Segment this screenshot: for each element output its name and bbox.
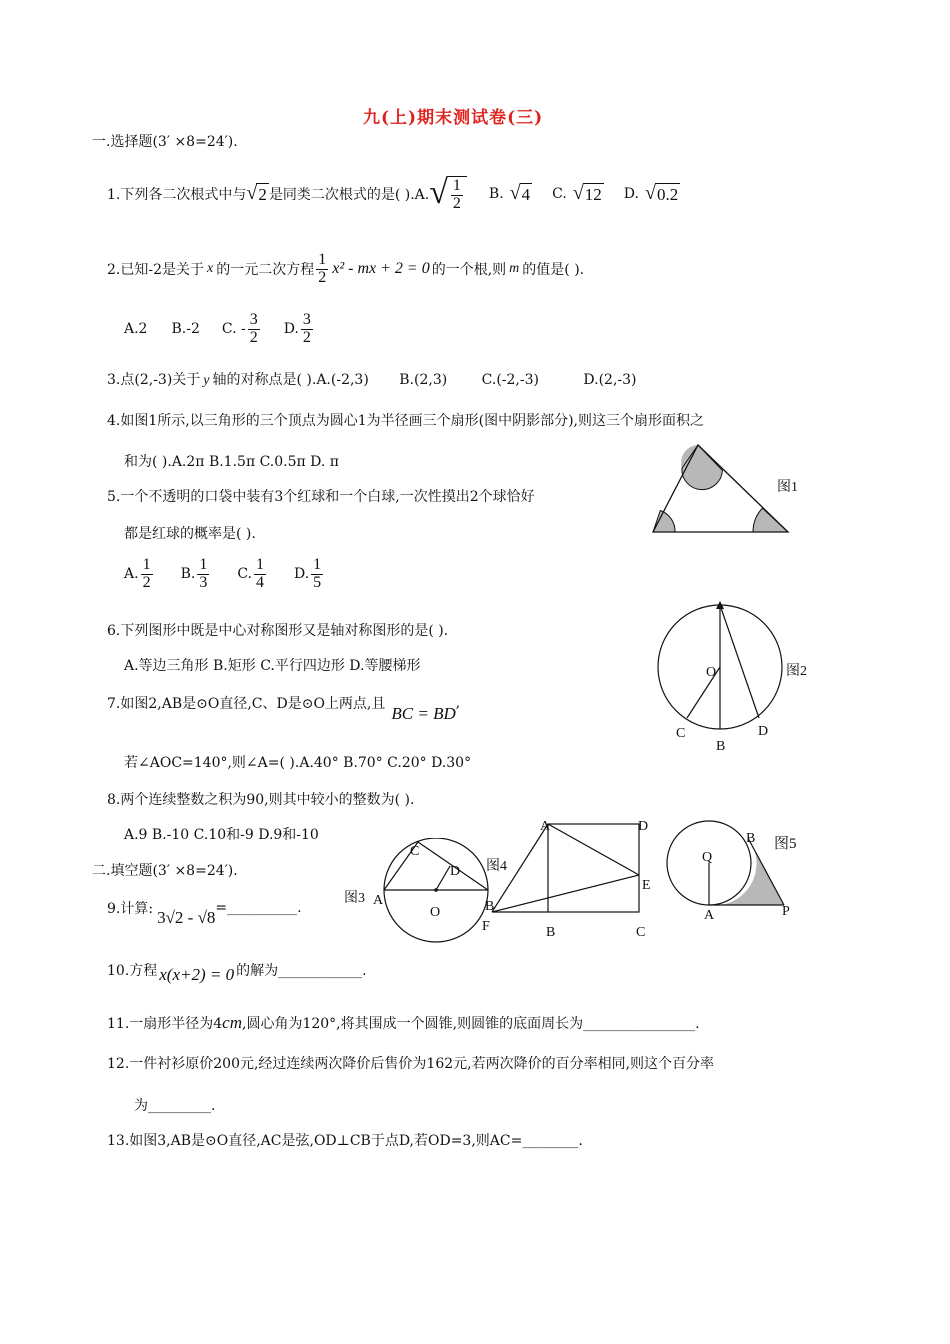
- q2-options: [124, 312, 315, 347]
- q2-option-d-label: D.: [283, 321, 299, 338]
- q3-option-c: C.(-2,-3): [481, 372, 539, 388]
- q5-option-d: $\frac{1}{5}$: [313, 556, 322, 591]
- figure-5-point-q: Q: [702, 850, 713, 865]
- q10-expression: x(x+2) = 0: [159, 965, 235, 984]
- q2-end: 的值是( ).: [522, 262, 585, 279]
- q8-options: A.9 B.-10 C.10和-9 D.9和-10: [124, 827, 319, 843]
- question-2: [107, 252, 584, 287]
- figure-2-point-d: D: [758, 724, 769, 739]
- figure-3: [342, 838, 494, 946]
- q2-var-m: m: [509, 261, 520, 277]
- q5-options: [124, 557, 325, 592]
- q3-tail: 轴的对称点是( ).A.(-2,3): [212, 372, 369, 388]
- q1-option-a: √ $\frac{1}{2}$: [429, 176, 467, 213]
- question-10: [107, 960, 367, 984]
- q3-stem: 3.点(2,-3)关于: [107, 372, 201, 388]
- q12-line2: 为_________.: [134, 1098, 216, 1114]
- q5-option-c: $\frac{1}{4}$: [255, 556, 264, 591]
- q1-option-d: √ 0.2: [644, 182, 679, 205]
- q1-option-c-label: C.: [552, 186, 567, 203]
- q5-option-b: $\frac{1}{3}$: [199, 556, 208, 591]
- figure-5: [660, 818, 810, 922]
- q2-option-a: A.2: [124, 321, 148, 338]
- figure-5-point-b: B: [746, 831, 756, 846]
- q7-comma: ,: [455, 695, 461, 711]
- q1-root: √ 2: [246, 182, 267, 205]
- q2-stem: 2.已知-2是关于: [107, 262, 204, 279]
- figure-3-point-o: O: [430, 905, 441, 920]
- figure-1: [645, 438, 845, 538]
- figure-4-point-a: A: [540, 819, 551, 834]
- figure-4-point-f: F: [482, 919, 490, 934]
- q5-line2: 都是红球的概率是( ).: [124, 526, 256, 542]
- q6-line1: 6.下列图形中既是中心对称图形又是轴对称图形的是( ).: [107, 623, 449, 639]
- q1-option-c: √ 12: [572, 182, 602, 205]
- question-7: [107, 693, 461, 723]
- q4-line2: 和为( ).A.2π B.1.5π C.0.5π D. π: [124, 454, 340, 470]
- figure-4-label: 图4: [486, 859, 507, 874]
- q7-arc-equality: BC = BD: [391, 704, 456, 723]
- q5-option-d-label: D.: [293, 566, 310, 583]
- section-heading-choice: 一.选择题(3′ ×8=24′).: [92, 134, 238, 150]
- figure-3-point-c: C: [410, 844, 420, 859]
- figure-5-point-p: P: [782, 904, 790, 919]
- figure-2-label: 图2: [786, 664, 807, 679]
- q7-line2: 若∠AOC=140°,则∠A=( ).A.40° B.70° C.20° D.30°: [124, 755, 472, 771]
- q1-option-d-label: D.: [623, 186, 639, 203]
- q4-line1: 4.如图1所示,以三角形的三个顶点为圆心1为半径画三个扇形(图中阴影部分),则这三个扇形面积之: [107, 413, 704, 429]
- q2-fraction-half: $\frac{1}{2}$: [318, 251, 327, 286]
- figure-1-label: 图1: [777, 480, 798, 495]
- q10-stem: 10.方程: [107, 963, 158, 979]
- figure-2-point-c: C: [676, 726, 686, 741]
- q2-option-b: B.-2: [171, 321, 200, 338]
- question-11: [107, 1013, 700, 1033]
- q2-option-c: $\frac{3}{2}$: [249, 311, 258, 346]
- figure-5-label: 图5: [774, 836, 797, 852]
- figure-5-point-a: A: [704, 908, 715, 922]
- question-1: [107, 176, 680, 213]
- q2-option-d: $\frac{3}{2}$: [302, 311, 311, 346]
- q11-tail: ,圆心角为120°,将其围成一个圆锥,则圆锥的底面周长为________________.: [242, 1016, 700, 1032]
- q3-option-b: B.(2,3): [399, 372, 448, 388]
- figure-3-point-b: B: [485, 899, 494, 914]
- q2-option-c-label: C. -: [221, 321, 246, 338]
- figure-4-point-b: B: [546, 925, 556, 940]
- q5-option-a-label: A.: [124, 566, 139, 583]
- q2-equation: x² - mx + 2 = 0: [332, 260, 430, 278]
- q1-option-b: √ 4: [509, 182, 531, 205]
- q11-stem: 11.一扇形半径为4: [107, 1016, 223, 1032]
- figure-3-label: 图3: [344, 891, 365, 906]
- q12-line1: 12.一件衬衫原价200元,经过连续两次降价后售价为162元,若两次降价的百分率相同,则这个百分率: [107, 1056, 715, 1072]
- q5-option-a: $\frac{1}{2}$: [142, 556, 151, 591]
- q13-line1: 13.如图3,AB是⊙O直径,AC是弦,OD⊥CB于点D,若OD=3,则AC=________.: [107, 1133, 583, 1149]
- q9-blank: =__________.: [215, 900, 302, 916]
- section-heading-fill: 二.填空题(3′ ×8=24′).: [92, 863, 238, 879]
- figure-2-point-b: B: [716, 739, 726, 754]
- q2-var-x: x: [207, 261, 214, 277]
- figure-4-point-d: D: [638, 819, 649, 834]
- q5-option-b-label: B.: [180, 566, 196, 583]
- q1-stem: 1.下列各二次根式中与: [107, 187, 247, 204]
- q7-line1: 7.如图2,AB是⊙O直径,C、D是⊙O上两点,且: [107, 696, 386, 712]
- figure-3-point-a: A: [373, 893, 384, 908]
- q11-unit: cm: [222, 1013, 242, 1032]
- q2-mid: 的一元二次方程: [216, 262, 315, 279]
- q5-line1: 5.一个不透明的口袋中装有3个红球和一个白球,一次性摸出2个球恰好: [107, 489, 535, 505]
- q2-tail: 的一个根,则: [431, 262, 507, 279]
- figure-4-point-c: C: [636, 925, 646, 940]
- q1-tail: 是同类二次根式的是( ).A.: [268, 187, 430, 204]
- figure-4-point-e: E: [642, 878, 651, 893]
- q9-stem: 9.计算:: [107, 901, 154, 917]
- question-9: [107, 898, 302, 927]
- q10-tail: 的解为____________.: [236, 963, 367, 979]
- q6-options: A.等边三角形 B.矩形 C.平行四边形 D.等腰梯形: [124, 658, 421, 674]
- q5-option-c-label: C.: [237, 566, 252, 583]
- question-3: [107, 369, 637, 389]
- figure-2: [650, 598, 825, 756]
- figure-4: [478, 814, 658, 942]
- page-title: 九(上)期末测试卷(三): [363, 108, 544, 128]
- q8-line1: 8.两个连续整数之积为90,则其中较小的整数为( ).: [107, 792, 415, 808]
- q3-option-d: D.(2,-3): [583, 372, 637, 388]
- q1-option-b-label: B.: [488, 186, 504, 203]
- q3-var-y: y: [203, 373, 210, 388]
- figure-2-point-o: O: [706, 665, 717, 680]
- q9-expression: 3√2 - √8: [157, 908, 216, 927]
- figure-3-point-d: D: [450, 864, 461, 879]
